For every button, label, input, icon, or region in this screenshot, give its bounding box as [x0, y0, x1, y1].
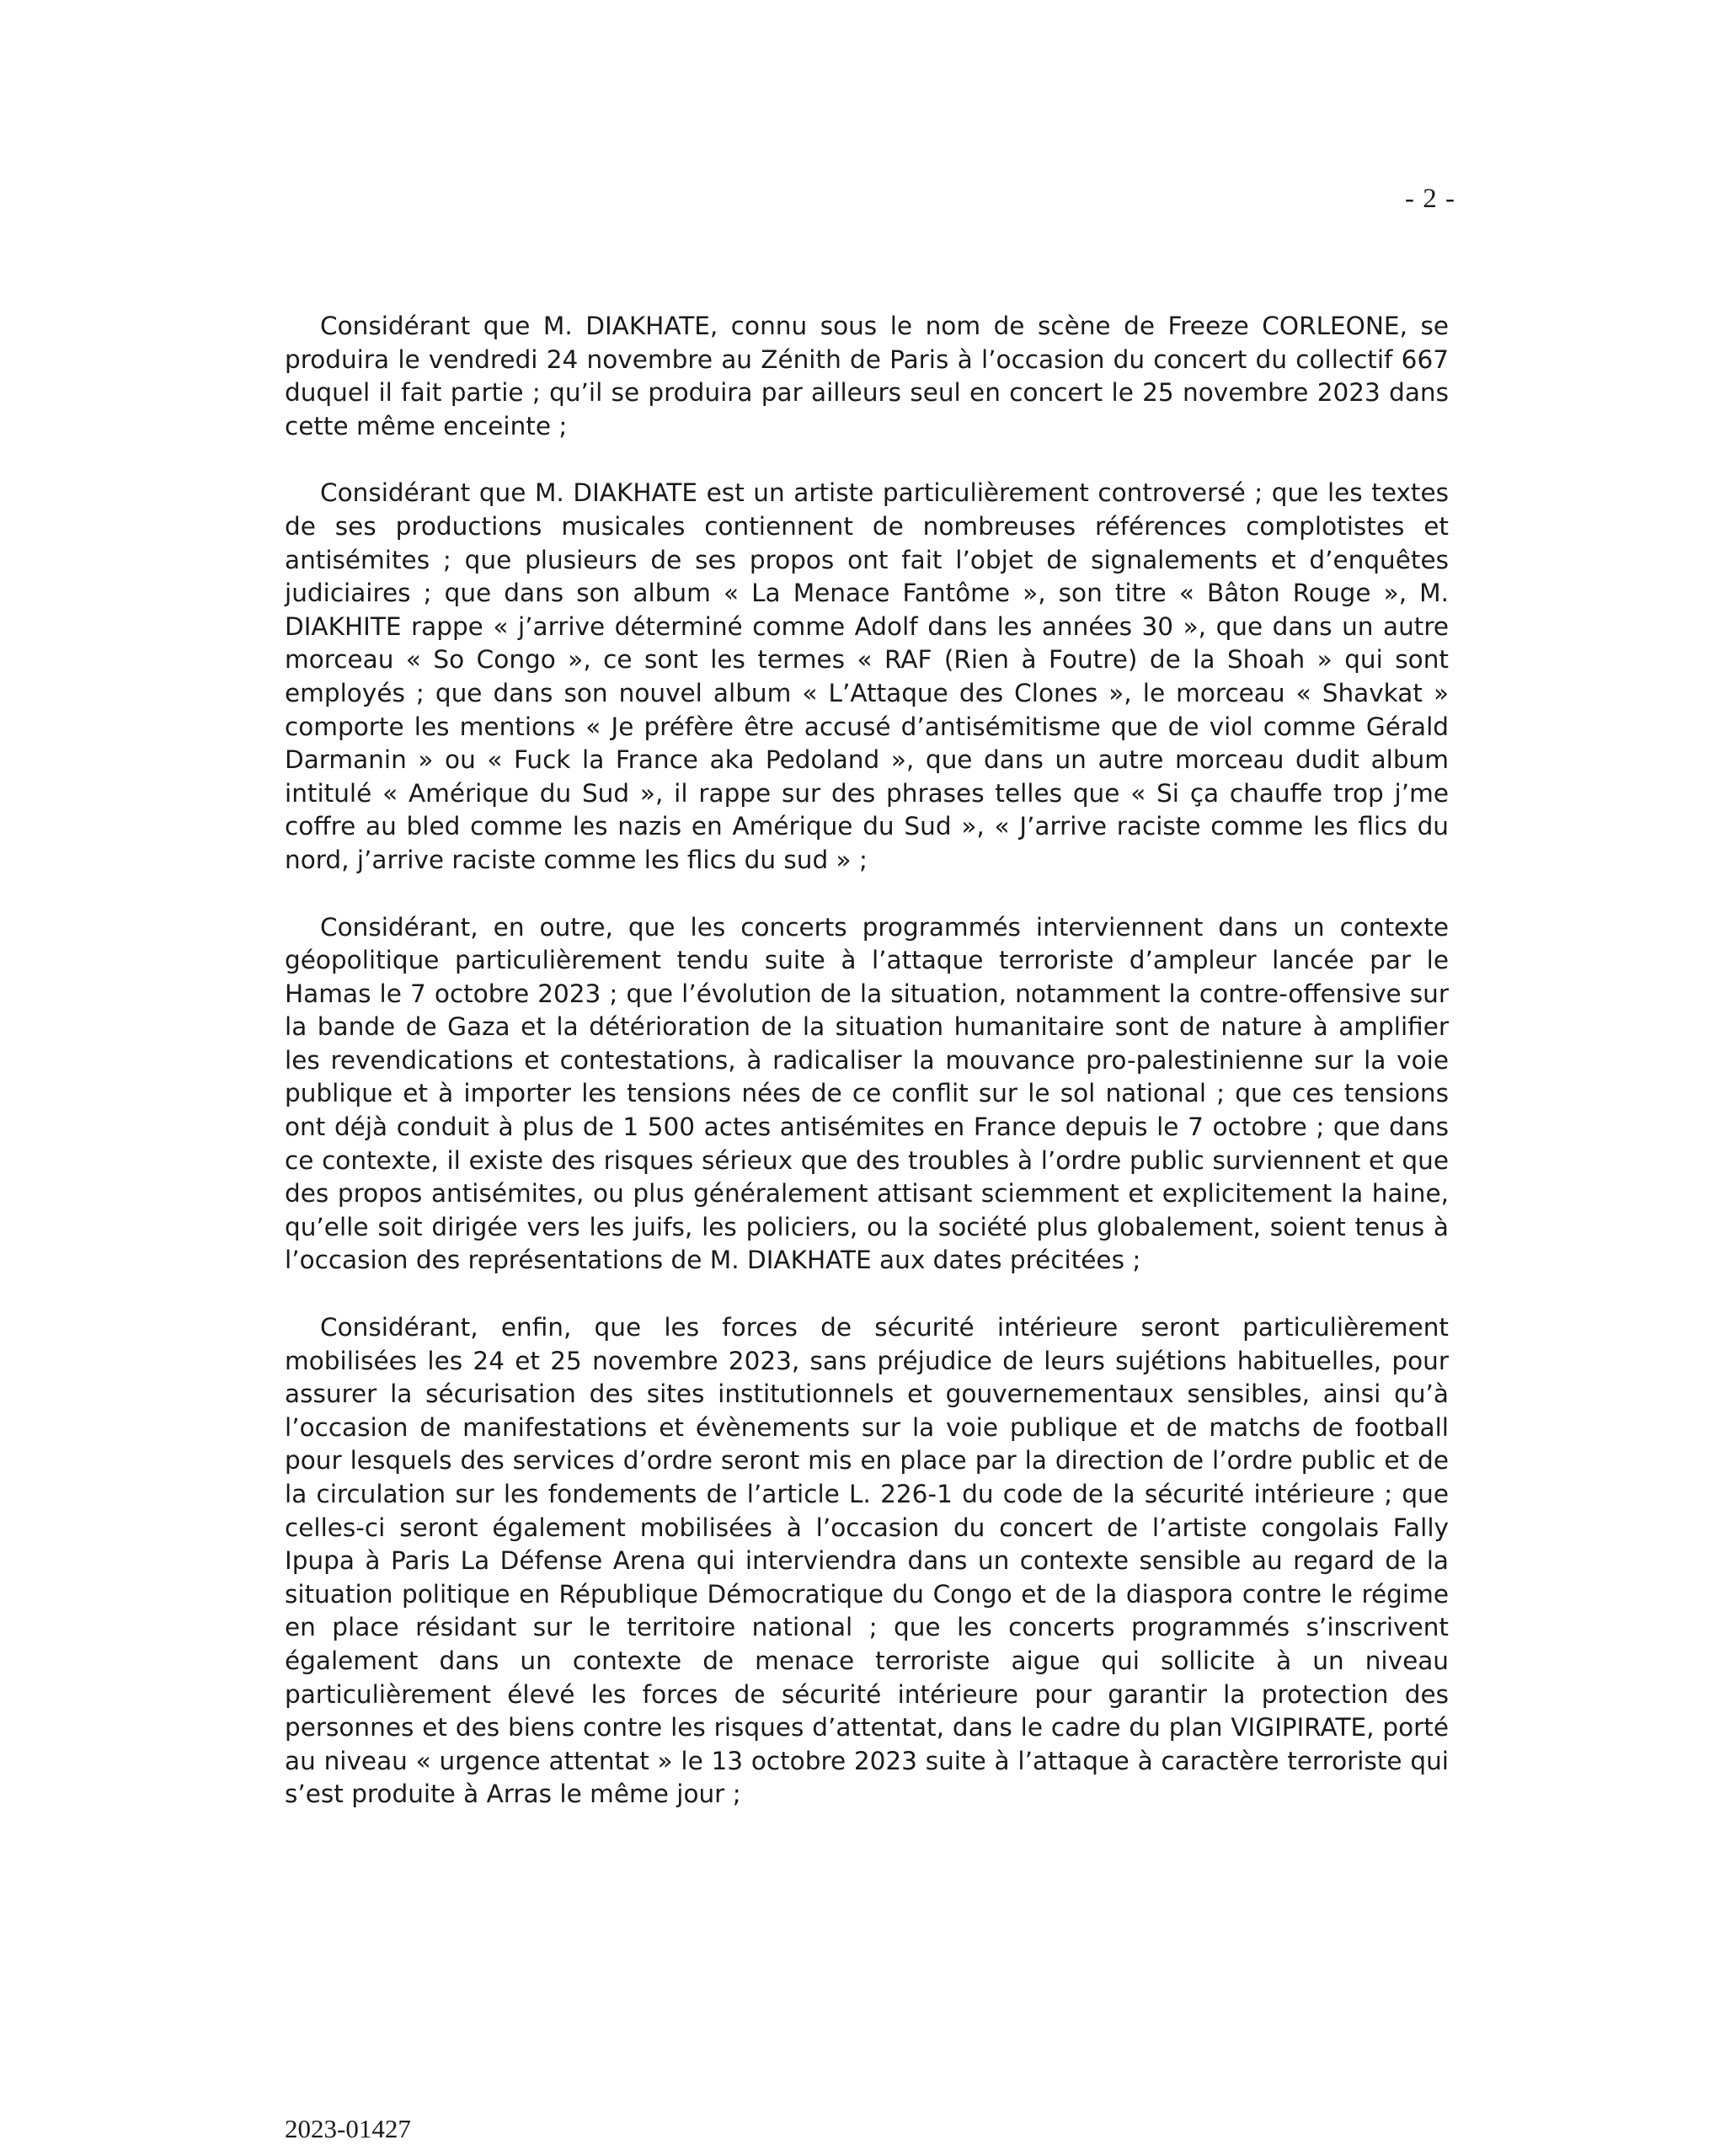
page-number: - 2 - — [1405, 184, 1455, 214]
document-reference: 2023-01427 — [285, 2114, 411, 2143]
paragraph-security-forces: Considérant, enfin, que les forces de sécurité intérieure seront particulièrement mobilisées les 24 et 25 novembre 2023, sans préjudice de leurs sujétions habituelles, pour assurer la sécurisation des sites institutionnels et gouvernementaux sensibles, ainsi qu’à l’occasion de manifestations et évènements sur la voie publique et de matchs de football pour lesquels des services d’ordre seront mis en place par la direction de l’ordre public et de la circulation sur les fondements de l’article L. 226-1 du code de la sécurité intérieure ; que celles-ci seront également mobilisées à l’occasion du concert de l’artiste congolais Fally Ipupa à Paris La Défense Arena qui interviendra dans un contexte sensible au regard de la situation politique en République Démocratique du Congo et de la diaspora contre le régime en place résidant sur le territoire national ; que les concerts programmés s’inscrivent également dans un contexte de menace terroriste aigue qui sollicite à un niveau particulièrement élevé les forces de sécurité intérieure pour garantir la protection des personnes et des biens contre les risques d’attentat, dans le cadre du plan VIGIPIRATE, porté au niveau « urgence attentat » le 13 octobre 2023 suite à l’attaque à caractère terroriste qui s’est produite à Arras le même jour ; — [285, 1313, 1449, 1809]
paragraph-concert-dates: Considérant que M. DIAKHATE, connu sous le nom de scène de Freeze CORLEONE, se produira le vendredi 24 novembre au Zénith de Paris à l’occasion du concert du collectif 667 duquel il fait partie ; qu’il se produira par ailleurs seul en concert le 25 novembre 2023 dans cette même enceinte ; — [285, 312, 1449, 440]
paragraph-artist-controversy: Considérant que M. DIAKHATE est un artiste particulièrement controversé ; que les textes de ses productions musicales contiennent de nombreuses références complotistes et antisémites ; que plusieurs de ses propos ont fait l’objet de signalements et d’enquêtes judiciaires ; que dans son album « La Menace Fantôme », son titre « Bâton Rouge », M. DIAKHITE rappe « j’arrive déterminé comme Adolf dans les années 30 », que dans un autre morceau « So Congo », ce sont les termes « RAF (Rien à Foutre) de la Shoah » qui sont employés ; que dans son nouvel album « L’Attaque des Clones », le morceau « Shavkat » comporte les mentions « Je préfère être accusé d’antisémitisme que de viol comme Gérald Darmanin » ou « Fuck la France aka Pedoland », que dans un autre morceau dudit album intitulé « Amérique du Sud », il rappe sur des phrases telles que « Si ça chauffe trop j’me coffre au bled comme les nazis en Amérique du Sud », « J’arrive raciste comme les flics du nord, j’arrive raciste comme les flics du sud » ; — [285, 478, 1449, 874]
paragraph-geopolitical-context: Considérant, en outre, que les concerts programmés interviennent dans un contexte géopolitique particulièrement tendu suite à l’attaque terroriste d’ampleur lancée par le Hamas le 7 octobre 2023 ; que l’évolution de la situation, notamment la contre-offensive sur la bande de Gaza et la détérioration de la situation humanitaire sont de nature à amplifier les revendications et contestations, à radicaliser la mouvance pro-palestinienne sur la voie publique et à importer les tensions nées de ce conflit sur le sol national ; que ces tensions ont déjà conduit à plus de 1 500 actes antisémites en France depuis le 7 octobre ; que dans ce contexte, il existe des risques sérieux que des troubles à l’ordre public surviennent et que des propos antisémites, ou plus généralement attisant sciemment et explicitement la haine, qu’elle soit dirigée vers les juifs, les policiers, ou la société plus globalement, soient tenus à l’occasion des représentations de M. DIAKHATE aux dates précitées ; — [285, 912, 1449, 1275]
document-body — [285, 310, 1449, 1812]
